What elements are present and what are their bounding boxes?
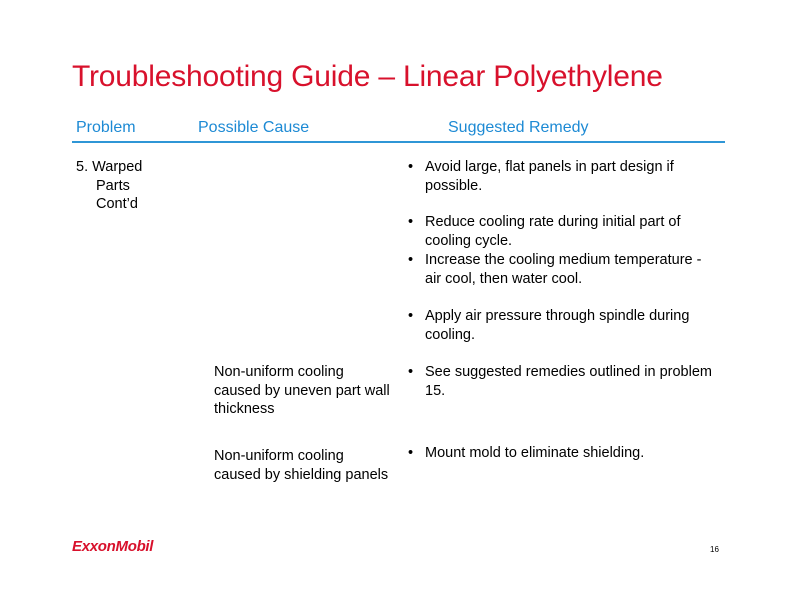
bullet-icon: • — [408, 214, 414, 230]
problem-label-line2: Parts — [96, 177, 130, 194]
problem-cell — [76, 158, 186, 214]
column-header-remedy: Suggested Remedy — [448, 119, 589, 136]
remedy-text: Increase the cooling medium temperature - air cool, then water cool. — [425, 252, 702, 287]
remedy-text: Mount mold to eliminate shielding. — [425, 445, 645, 461]
bullet-icon: • — [408, 445, 414, 461]
remedy-item — [408, 444, 715, 463]
remedy-item — [408, 213, 715, 250]
column-header-cause: Possible Cause — [198, 119, 310, 136]
remedy-item — [408, 307, 715, 344]
page-number: 16 — [710, 545, 719, 554]
slide-title: Troubleshooting Guide – Linear Polyethylene — [72, 60, 663, 93]
cause-text: Non-uniform cooling caused by shielding panels — [214, 448, 389, 483]
bullet-icon: • — [408, 364, 414, 380]
remedy-item — [408, 158, 715, 195]
column-header-problem: Problem — [76, 119, 136, 136]
remedy-text: Avoid large, flat panels in part design if possible. — [425, 159, 674, 194]
cause-text: Non-uniform cooling caused by uneven part wall thickness — [214, 364, 390, 417]
header-divider — [72, 141, 725, 143]
remedy-text: See suggested remedies outlined in problem 15. — [425, 364, 712, 399]
remedy-item — [408, 251, 715, 288]
bullet-icon: • — [408, 252, 414, 268]
problem-number-label: 5. Warped — [76, 159, 143, 175]
exxonmobil-logo: ExxonMobil — [72, 538, 154, 555]
remedy-item — [408, 363, 715, 400]
problem-label-line3: Cont’d — [96, 196, 138, 212]
remedy-text: Apply air pressure through spindle during cooling. — [425, 308, 690, 343]
bullet-icon: • — [408, 308, 414, 324]
remedy-text: Reduce cooling rate during initial part of cooling cycle. — [425, 214, 681, 249]
bullet-icon: • — [408, 159, 414, 175]
